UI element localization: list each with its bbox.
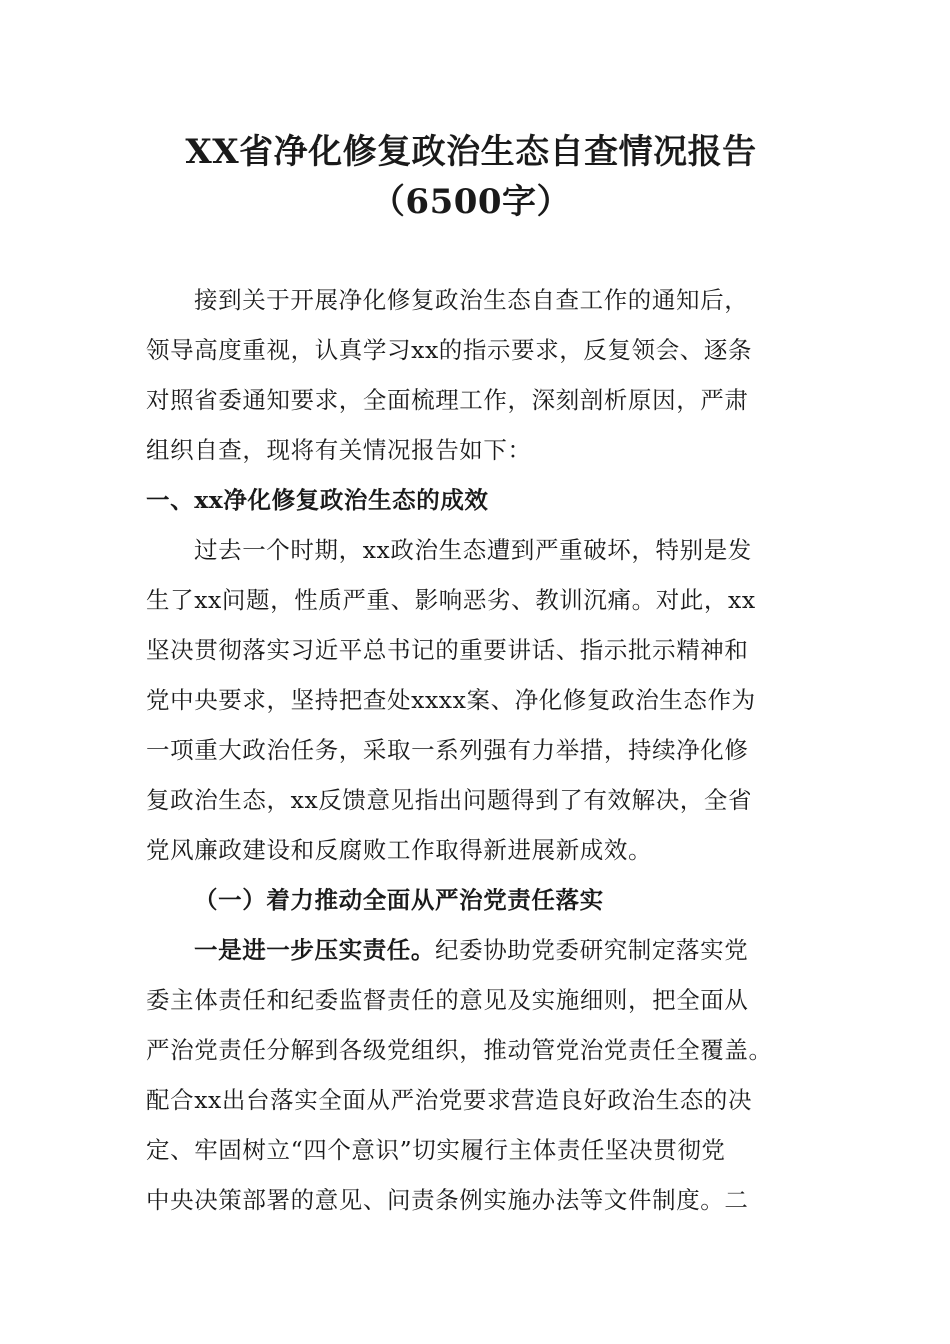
paragraph-line: 组织自查，现将有关情况报告如下： (146, 436, 532, 464)
paragraph-line: 过去一个时期，xx政治生态遭到严重破坏，特别是发 (194, 536, 752, 564)
paragraph-line: 坚决贯彻落实习近平总书记的重要讲话、指示批示精神和 (146, 636, 749, 664)
paragraph-lead: 一是进一步压实责任。 (194, 936, 435, 964)
document-title-wordcount: （6500字） (370, 182, 572, 222)
paragraph-line: 严治党责任分解到各级党组织，推动管党治党责任全覆盖。 (146, 1036, 773, 1064)
paragraph-line: 定、牢固树立“四个意识”切实履行主体责任坚决贯彻党 (146, 1136, 726, 1164)
paragraph-line: 复政治生态，xx反馈意见指出问题得到了有效解决，全省 (146, 786, 753, 814)
paragraph-line: 配合xx出台落实全面从严治党要求营造良好政治生态的决 (146, 1086, 753, 1114)
paragraph-line: 中央决策部署的意见、问责条例实施办法等文件制度。二 (146, 1186, 749, 1214)
paragraph-first-line (194, 935, 748, 965)
paragraph-line: 生了xx问题，性质严重、影响恶劣、教训沉痛。对此，xx (146, 586, 756, 614)
paragraph-line: 党中央要求，坚持把查处xxxx案、净化修复政治生态作为 (146, 686, 756, 714)
paragraph-line: 委主体责任和纪委监督责任的意见及实施细则，把全面从 (146, 986, 749, 1014)
paragraph-line: 对照省委通知要求，全面梳理工作，深刻剖析原因，严肃 (146, 386, 749, 414)
subsection-heading: （一）着力推动全面从严治党责任落实 (194, 886, 604, 914)
paragraph-line: 领导高度重视，认真学习xx的指示要求，反复领会、逐条 (146, 336, 753, 364)
paragraph-line: 接到关于开展净化修复政治生态自查工作的通知后， (194, 286, 749, 314)
section-heading: 一、xx净化修复政治生态的成效 (146, 486, 489, 514)
paragraph-line: 党风廉政建设和反腐败工作取得新进展新成效。 (146, 836, 653, 864)
document-title: XX省净化修复政治生态自查情况报告 (185, 132, 757, 172)
paragraph-text: 纪委协助党委研究制定落实党 (435, 936, 749, 964)
paragraph-line: 一项重大政治任务，采取一系列强有力举措，持续净化修 (146, 736, 749, 764)
